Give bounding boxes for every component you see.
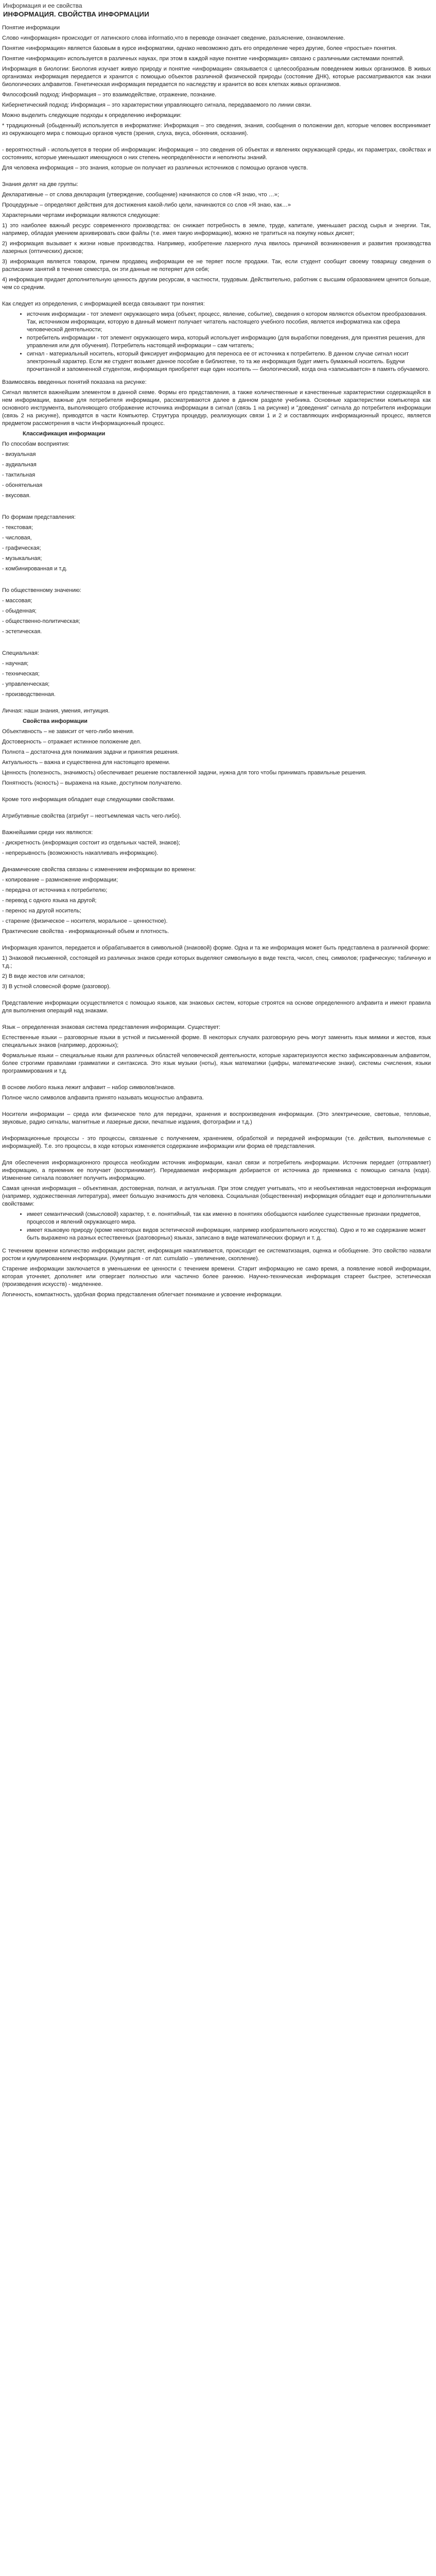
paragraph: Декларативные – от слова декларация (утверждение, сообщение) начинаются со слов «Я знаю, что …»; (2, 192, 279, 198)
page-title: ИНФОРМАЦИЯ. СВОЙСТВА ИНФОРМАЦИИ (3, 10, 149, 18)
paragraph: Как следует из определения, с информацией всегда связывают три понятия: (2, 301, 205, 307)
paragraph: 2) информация вызывает к жизни новые производства. Например, изобретение лазерного луча явилось причиной возникновения и развития производства лазерных (оптических) дисков; (2, 241, 431, 255)
paragraph: Информационные процессы - это процессы, связанные с получением, хранением, обработкой и передачей информации (т.е. действия, выполняемые с информацией). Т.е. это процессы, в ходе которых изменяется содержание информации или форма её представления. (2, 1136, 431, 1149)
paragraph: - числовая, (2, 535, 32, 541)
bullet-list (2, 311, 431, 374)
paragraph: - копирование – размножение информации; (2, 877, 118, 883)
paragraph: 3) В устной словесной форме (разговор). (2, 984, 111, 990)
paragraph: Понятие информации (2, 25, 60, 31)
spacer (2, 860, 431, 866)
paragraph: Логичность, компактность, удобная форма представления облегчает понимание и усвоение информации. (2, 1292, 283, 1298)
paragraph: 1) это наиболее важный ресурс современного производства: он снижает потребность в земле, труде, капитале, уменьшает расход сырья и энергии. Так, например, обладая умением архивировать свои файлы (т.е. имея такую информацию), можно не тратиться на покупку новых дискет; (2, 223, 431, 236)
article-body (2, 24, 431, 1299)
section-heading: Свойства информации (23, 718, 88, 724)
paragraph: Естественные языки – разговорные языки в устной и письменной форме. В некоторых случаях разговорную речь могут заменить язык мимики и жестов, язык специальных знаков (например, дорожных); (2, 1035, 431, 1048)
paragraph: - музыкальная; (2, 555, 42, 562)
list-item: • потребитель информации - тот элемент окружающего мира, который использует информацию (для выработки поведения, для принятия решения, для управления или для обучения). Потребитель настоящей информации – сам читатель; (27, 334, 431, 350)
spacer (2, 175, 431, 181)
spacer (2, 938, 431, 944)
paragraph: - техническая; (2, 671, 40, 677)
list-item: • имеет языковую природу (кроме некоторых видов эстетической информации, например изобразительного искусства). Одно и то же содержание может быть выражено на разных естественных (разговорных) языках, записано в виде математических формул и т. д. (27, 1227, 431, 1242)
paragraph: Характерными чертами информации являются следующие: (2, 212, 160, 218)
paragraph: - общественно-политическая; (2, 618, 80, 624)
paragraph: Понятие «информация» является базовым в курсе информатики, однако невозможно дать его определение через другие, более «простые» понятия. (2, 45, 397, 52)
paragraph: * традиционный (обыденный) используется в информатике: Информация – это сведения, знания, сообщения о положении дел, которые человек воспринимает из окружающего мира с помощью органов чувств (зрения, слуха, вкуса, обоняния, осязания). (2, 123, 431, 137)
paragraph: - обонятельная (2, 482, 43, 488)
paragraph: 4) информация придает дополнительную ценность другим ресурсам, в частности, трудовым. Действительно, работник с высшим образованием ценится больше, чем со средним. (2, 277, 431, 291)
spacer (2, 1105, 431, 1111)
paragraph: Актуальность – важна и существенна для настоящего времени. (2, 759, 170, 766)
paragraph: - тактильная (2, 472, 36, 478)
paragraph: Динамические свойства связаны с изменением информации во времени: (2, 867, 196, 873)
paragraph: Практические свойства - информационный объем и плотность. (2, 928, 169, 935)
paragraph: Для обеспечения информационного процесса необходим источник информации, канал связи и потребитель информации. Источник передает (отправляет) информацию, а приемник ее получает (воспринимает). Передаваемая информация добирается от источника до приемника с помощью сигнала (кода). Изменение сигнала позволяет получить информацию. (2, 1160, 431, 1181)
paragraph: Для человека информация – это знания, которые он получает из различных источников с помощью органов чувств. (2, 165, 308, 171)
paragraph: Понятие «информация» используется в различных науках, при этом в каждой науке понятие «информация» связано с различными системами понятий. (2, 56, 405, 62)
paragraph: - управленческая; (2, 681, 50, 687)
paragraph: Достоверность – отражает истинное положение дел. (2, 739, 142, 745)
paragraph: Старение информации заключается в уменьшении ее ценности с течением времени. Старит информацию не само время, а появление новой информации, которая уточняет, дополняет или отвергает полностью или частично более раннюю. Научно-техническая информация стареет быстрее, эстетическая (произведения искусств) - медленнее. (2, 1266, 431, 1287)
paragraph: Объективность – не зависит от чего-либо мнения. (2, 728, 134, 735)
paragraph: Ценность (полезность, значимость) обеспечивает решение поставленной задачи, нужна для того чтобы принимать правильные решения. (2, 770, 367, 776)
paragraph: Формальные языки – специальные языки для различных областей человеческой деятельности, которые характеризуются жестко зафиксированным алфавитом, более строгими правилами грамматики и синтаксиса. Это язык музыки (ноты), язык математики (цифры, математические знаки), системы счисления, языки программирования и т.д. (2, 1053, 431, 1074)
paragraph: Специальная: (2, 650, 39, 656)
paragraph: 3) информация является товаром, причем продавец информации ее не теряет после продажи. Так, если студент сообщит своему товарищу сведения о расписании занятий в течение семестра, он эти данные не потеряет для себя; (2, 259, 431, 273)
spacer (2, 1153, 431, 1159)
paragraph: Информация в биологии: Биология изучает живую природу и понятие «информация» связывается с целесообразным поведением живых организмов. В живых организмах информация передается и хранится с помощью объектов различной физической природы (состояние ДНК), которые рассматриваются как знаки биологических алфавитов. Генетическая информация передается по наследству и хранится во всех клетках живых организмов. (2, 66, 431, 88)
paragraph: - производственная. (2, 691, 56, 698)
paragraph: - перевод с одного языка на другой; (2, 897, 97, 904)
spacer (2, 790, 431, 796)
list-item: • имеет семантический (смысловой) характер, т. е. понятийный, так как именно в понятиях обобщаются наиболее существенные признаки предметов, процессов и явлений окружающего мира. (27, 1211, 431, 1226)
paragraph: - вероятностный - используется в теории об информации: Информация – это сведения об объектах и явлениях окружающей среды, их параметрах, свойствах и состояниях, которые уменьшают имеющуюся о них степень неопределённости и неполноты знаний. (2, 147, 431, 161)
paragraph: Полнота – достаточна для понимания задачи и принятия решения. (2, 749, 179, 755)
paragraph: В основе любого языка лежит алфавит – набор символов/знаков. (2, 1084, 176, 1091)
paragraph: Взаимосвязь введенных понятий показана на рисунке: (2, 379, 147, 385)
paragraph: - эстетическая. (2, 629, 42, 635)
paragraph: Слово «информация» происходит от латинского слова informatio,что в переводе означает сведение, разъяснение, ознакомление. (2, 35, 345, 41)
paragraph: - дискретность (информация состоит из отдельных частей, знаков); (2, 840, 180, 846)
paragraph: Самая ценная информация – объективная, достоверная, полная, и актуальная. При этом следует учитывать, что и необъективная недостоверная информация (например, художественная литература), имеет большую значимость для человека. Социальная (общественная) информация обладает еще и дополнительными свойствами: (2, 1185, 431, 1207)
paragraph: - текстовая; (2, 524, 33, 531)
paragraph: Носители информации – среда или физическое тело для передачи, хранения и воспроизведения информации. (Это электрические, световые, тепловые, звуковые, радио сигналы, магнитные и лазерные диски, печатные издания, фотографии и т.д.) (2, 1111, 431, 1125)
paragraph: Сигнал является важнейшим элементом в данной схеме. Формы его представления, а также количественные и качественные характеристики содержащейся в нем информации, важные для потребителя информации, рассматриваются далее в данном разделе учебника. Основные характеристики компьютера как основного инструмента, выполняющего отображение источника информации в сигнал (связь 1 на рисунке) и "доведения" сигнала до потребителя информации (связь 2 на рисунке), приводятся в части Компьютер. Структура процедур, реализующих связи 1 и 2 и составляющих информационный процесс, является предметом рассмотрения в части Информационный процесс. (2, 389, 431, 427)
paragraph: По формам представления: (2, 514, 76, 520)
paragraph: Важнейшими среди них являются: (2, 829, 93, 836)
list-item: • сигнал - материальный носитель, который фиксирует информацию для переноса ее от источника к потребителю. В данном случае сигнал носит электронный характер. Если же студент возьмет данное пособие в библиотеке, то та же информация будет иметь бумажный носитель. Будучи прочитанной и запомненной студентом, информация приобретет еще один носитель — биологический, когда она «записывается» в память обучаемого. (27, 350, 431, 374)
spacer (2, 823, 431, 829)
paragraph: 1) Знаковой письменной, состоящей из различных знаков среди которых выделяют символьную в виде текста, чисел, спец. символов; графическую; табличную и т.д.; (2, 955, 431, 969)
paragraph: По общественному значению: (2, 587, 81, 594)
paragraph: Представление информации осуществляется с помощью языков, как знаковых систем, которые строятся на основе определенного алфавита и имеют правила для выполнения операций над знаками. (2, 1000, 431, 1014)
spacer (2, 140, 431, 146)
paragraph: С течением времени количество информации растет, информация накапливается, происходит ее систематизация, оценка и обобщение. Это свойство назвали ростом и кумулированием информации. (Кумуляция - от лат. cumulatio – увеличение, скопление). (2, 1248, 431, 1262)
paragraph: По способам восприятия: (2, 441, 69, 447)
paragraph: Можно выделить следующие подходы к определению информации: (2, 112, 182, 118)
paragraph: Знания делят на две группы: (2, 181, 78, 188)
paragraph: Полное число символов алфавита принято называть мощностью алфавита. (2, 1095, 204, 1101)
paragraph: Язык – определенная знаковая система представления информации. Существует: (2, 1024, 221, 1030)
paragraph: Атрибутивные свойства (атрибут – неотъемлемая часть чего-либо). (2, 813, 181, 819)
spacer (2, 575, 431, 587)
paragraph: - комбинированная и т.д. (2, 566, 67, 572)
paragraph: Кибернетический подход: Информация – это характеристики управляющего сигнала, передаваемого по линии связи. (2, 102, 312, 108)
paragraph: - перенос на другой носитель; (2, 908, 81, 914)
spacer (2, 294, 431, 300)
paragraph: - аудиальная (2, 462, 37, 468)
paragraph: - научная; (2, 660, 29, 667)
paragraph: - вкусовая. (2, 493, 31, 499)
list-item: • источник информации - тот элемент окружающего мира (объект, процесс, явление, событие), сведения о котором являются объектом преобразования. Так, источником информации, которую в данный момент получает читатель настоящего учебного пособия, является информатика как сфера человеческой деятельности; (27, 311, 431, 334)
paragraph: - передача от источника к потребителю; (2, 887, 108, 893)
spacer (2, 1018, 431, 1024)
spacer (2, 806, 431, 812)
paragraph: 2) В виде жестов или сигналов; (2, 973, 85, 979)
spacer (2, 1078, 431, 1084)
paragraph: Понятность (ясность) – выражена на языке, доступном получателю. (2, 780, 182, 786)
paragraph: - старение (физическое – носителя, моральное – ценностное). (2, 918, 168, 924)
section-heading: Классификация информации (23, 431, 106, 437)
spacer (2, 1129, 431, 1135)
spacer (2, 502, 431, 514)
paragraph: Информация хранится, передается и обрабатывается в символьной (знаковой) форме. Одна и та же информация может быть представлена в различной форме: (2, 945, 430, 951)
paragraph: Личная: наши знания, умения, интуиция. (2, 708, 110, 714)
breadcrumb[interactable]: Информация и ее свойства (3, 2, 82, 9)
bullet-list (2, 1211, 431, 1242)
spacer (2, 701, 431, 707)
paragraph: - графическая; (2, 545, 41, 551)
paragraph: - обыденная; (2, 608, 37, 614)
paragraph: - непрерывность (возможность накапливать информацию). (2, 850, 159, 856)
spacer (2, 638, 431, 650)
paragraph: - массовая; (2, 598, 32, 604)
paragraph: Философский подход: Информация – это взаимодействие, отражение, познание. (2, 92, 217, 98)
paragraph: Кроме того информация обладает еще следующими свойствами. (2, 796, 175, 803)
spacer (2, 993, 431, 999)
paragraph: - визуальная (2, 451, 36, 457)
paragraph: Процедурные – определяют действия для достижения какой-либо цели, начинаются со слов «Я знаю, как…» (2, 202, 291, 208)
